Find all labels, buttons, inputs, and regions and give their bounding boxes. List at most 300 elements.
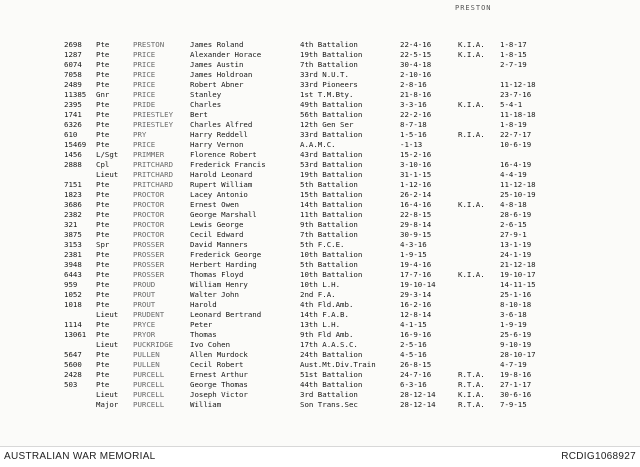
rank-cell: Pte	[96, 260, 110, 269]
rank-cell: Pte	[96, 130, 110, 139]
surname-cell: PROCTOR	[133, 210, 165, 219]
table-row	[0, 340, 640, 350]
service-number-cell: 2382	[64, 210, 82, 219]
surname-cell: PRIESTLEY	[133, 120, 174, 129]
footer-source: AUSTRALIAN WAR MEMORIAL	[4, 451, 156, 462]
fate-date-cell: 28-10-17	[500, 350, 536, 359]
rank-cell: Pte	[96, 60, 110, 69]
enlistment-date-cell: 21-8-16	[400, 90, 432, 99]
table-row	[0, 210, 640, 220]
rank-cell: Major	[96, 400, 119, 409]
unit-cell: Son Trans.Sec	[300, 400, 358, 409]
given-names-cell: Florence Robert	[190, 150, 257, 159]
enlistment-date-cell: 2-10-16	[400, 70, 432, 79]
table-row	[0, 250, 640, 260]
rank-cell: Pte	[96, 380, 110, 389]
rank-cell: Lieut	[96, 170, 119, 179]
rank-cell: Pte	[96, 360, 110, 369]
given-names-cell: Allen Murdock	[190, 350, 248, 359]
rank-cell: Lieut	[96, 340, 119, 349]
table-row	[0, 300, 640, 310]
fate-cell: R.T.A.	[458, 380, 485, 389]
nominal-roll-table	[0, 40, 640, 410]
service-number-cell: 3948	[64, 260, 82, 269]
surname-cell: PRITCHARD	[133, 180, 174, 189]
surname-cell: PROSSER	[133, 240, 165, 249]
rank-cell: Pte	[96, 200, 110, 209]
enlistment-date-cell: 6-3-16	[400, 380, 427, 389]
unit-cell: 7th Battalion	[300, 230, 358, 239]
table-row	[0, 120, 640, 130]
rank-cell: Pte	[96, 210, 110, 219]
surname-cell: PURCELL	[133, 370, 165, 379]
given-names-cell: Ernest Arthur	[190, 370, 248, 379]
service-number-cell: 959	[64, 280, 78, 289]
surname-cell: PROCTOR	[133, 230, 165, 239]
rank-cell: Pte	[96, 230, 110, 239]
fate-cell: R.T.A.	[458, 400, 485, 409]
table-row	[0, 130, 640, 140]
unit-cell: Aust.Mt.Div.Train	[300, 360, 376, 369]
fate-date-cell: 28-6-19	[500, 210, 532, 219]
rank-cell: Pte	[96, 270, 110, 279]
rank-cell: Lieut	[96, 390, 119, 399]
unit-cell: 49th Battalion	[300, 100, 363, 109]
surname-cell: PRICE	[133, 50, 156, 59]
unit-cell: 5th Battalion	[300, 180, 358, 189]
given-names-cell: Harry Reddell	[190, 130, 248, 139]
unit-cell: 33rd Battalion	[300, 130, 363, 139]
surname-cell: PROCTOR	[133, 220, 165, 229]
page-heading: PRESTON	[455, 4, 492, 12]
given-names-cell: Bert	[190, 110, 208, 119]
service-number-cell: 6326	[64, 120, 82, 129]
rank-cell: Pte	[96, 140, 110, 149]
fate-date-cell: 3-6-18	[500, 310, 527, 319]
unit-cell: 53rd Battalion	[300, 160, 363, 169]
rank-cell: Pte	[96, 120, 110, 129]
given-names-cell: George Thomas	[190, 380, 248, 389]
rank-cell: Spr	[96, 240, 110, 249]
given-names-cell: Lewis George	[190, 220, 244, 229]
fate-cell: K.I.A.	[458, 270, 485, 279]
service-number-cell: 7151	[64, 180, 82, 189]
fate-date-cell: 27-9-1	[500, 230, 527, 239]
rank-cell: Cpl	[96, 160, 110, 169]
enlistment-date-cell: 22-8-15	[400, 210, 432, 219]
unit-cell: 19th Battalion	[300, 170, 363, 179]
table-row	[0, 180, 640, 190]
fate-date-cell: 19-8-16	[500, 370, 532, 379]
given-names-cell: Joseph Victor	[190, 390, 248, 399]
table-row	[0, 150, 640, 160]
enlistment-date-cell: 1-9-15	[400, 250, 427, 259]
service-number-cell: 1741	[64, 110, 82, 119]
enlistment-date-cell: 15-2-16	[400, 150, 432, 159]
table-row	[0, 170, 640, 180]
service-number-cell: 3153	[64, 240, 82, 249]
table-row	[0, 290, 640, 300]
unit-cell: 10th Battalion	[300, 250, 363, 259]
fate-cell: K.I.A.	[458, 50, 485, 59]
given-names-cell: Leonard Bertrand	[190, 310, 262, 319]
service-number-cell: 1052	[64, 290, 82, 299]
rank-cell: Pte	[96, 190, 110, 199]
surname-cell: PRIESTLEY	[133, 110, 174, 119]
fate-date-cell: 11-12-18	[500, 180, 536, 189]
given-names-cell: Cecil Robert	[190, 360, 244, 369]
fate-date-cell: 23-7-16	[500, 90, 532, 99]
enlistment-date-cell: 26-2-14	[400, 190, 432, 199]
service-number-cell: 321	[64, 220, 78, 229]
unit-cell: 4th Fld.Amb.	[300, 300, 354, 309]
service-number-cell: 2428	[64, 370, 82, 379]
given-names-cell: Herbert Harding	[190, 260, 257, 269]
given-names-cell: Charles Alfred	[190, 120, 253, 129]
fate-date-cell: 9-10-19	[500, 340, 532, 349]
fate-cell: K.I.A.	[458, 40, 485, 49]
given-names-cell: Ivo Cohen	[190, 340, 231, 349]
service-number-cell: 1018	[64, 300, 82, 309]
table-row	[0, 390, 640, 400]
enlistment-date-cell: 30-4-18	[400, 60, 432, 69]
enlistment-date-cell: 3-10-16	[400, 160, 432, 169]
rank-cell: Pte	[96, 50, 110, 59]
enlistment-date-cell: 16-2-16	[400, 300, 432, 309]
service-number-cell: 6443	[64, 270, 82, 279]
unit-cell: 51st Battalion	[300, 370, 363, 379]
surname-cell: PRITCHARD	[133, 160, 174, 169]
given-names-cell: Walter John	[190, 290, 239, 299]
unit-cell: 13th L.H.	[300, 320, 341, 329]
table-row	[0, 200, 640, 210]
unit-cell: 17th A.A.S.C.	[300, 340, 358, 349]
service-number-cell: 11385	[64, 90, 87, 99]
unit-cell: 19th Battalion	[300, 50, 363, 59]
surname-cell: PRESTON	[133, 40, 165, 49]
table-row	[0, 90, 640, 100]
unit-cell: 12th Gen Ser	[300, 120, 354, 129]
fate-date-cell: 1-8-15	[500, 50, 527, 59]
fate-date-cell: 13-1-19	[500, 240, 532, 249]
rank-cell: Pte	[96, 330, 110, 339]
surname-cell: PRUDENT	[133, 310, 165, 319]
given-names-cell: Harold	[190, 300, 217, 309]
service-number-cell: 1823	[64, 190, 82, 199]
surname-cell: PRYCE	[133, 320, 156, 329]
fate-date-cell: 7-9-15	[500, 400, 527, 409]
service-number-cell: 2888	[64, 160, 82, 169]
unit-cell: 1st T.M.Bty.	[300, 90, 354, 99]
table-row	[0, 350, 640, 360]
enlistment-date-cell: -1-13	[400, 140, 423, 149]
enlistment-date-cell: 4-3-16	[400, 240, 427, 249]
unit-cell: 24th Battalion	[300, 350, 363, 359]
given-names-cell: Cecil Edward	[190, 230, 244, 239]
enlistment-date-cell: 28-12-14	[400, 390, 436, 399]
fate-date-cell: 25-1-16	[500, 290, 532, 299]
given-names-cell: Robert Abner	[190, 80, 244, 89]
rank-cell: Pte	[96, 290, 110, 299]
rank-cell: L/Sgt	[96, 150, 119, 159]
given-names-cell: William Henry	[190, 280, 248, 289]
unit-cell: 3rd Battalion	[300, 390, 358, 399]
service-number-cell: 5647	[64, 350, 82, 359]
enlistment-date-cell: 28-12-14	[400, 400, 436, 409]
unit-cell: 56th Battalion	[300, 110, 363, 119]
surname-cell: PROSSER	[133, 270, 165, 279]
fate-date-cell: 4-4-19	[500, 170, 527, 179]
given-names-cell: Frederick Francis	[190, 160, 266, 169]
surname-cell: PRIDE	[133, 100, 156, 109]
given-names-cell: Stanley	[190, 90, 222, 99]
rank-cell: Pte	[96, 100, 110, 109]
unit-cell: 9th Battalion	[300, 220, 358, 229]
table-row	[0, 160, 640, 170]
surname-cell: PRICE	[133, 80, 156, 89]
surname-cell: PROUD	[133, 280, 156, 289]
fate-date-cell: 11-12-18	[500, 80, 536, 89]
surname-cell: PURCELL	[133, 390, 165, 399]
rank-cell: Pte	[96, 300, 110, 309]
fate-date-cell: 30-6-16	[500, 390, 532, 399]
table-row	[0, 110, 640, 120]
given-names-cell: James Roland	[190, 40, 244, 49]
rank-cell: Pte	[96, 320, 110, 329]
service-number-cell: 6074	[64, 60, 82, 69]
given-names-cell: James Austin	[190, 60, 244, 69]
unit-cell: 4th Battalion	[300, 40, 358, 49]
fate-date-cell: 5-4-1	[500, 100, 523, 109]
unit-cell: 15th Battalion	[300, 190, 363, 199]
surname-cell: PRICE	[133, 140, 156, 149]
enlistment-date-cell: 4-5-16	[400, 350, 427, 359]
given-names-cell: Ernest Owen	[190, 200, 239, 209]
enlistment-date-cell: 1-5-16	[400, 130, 427, 139]
table-row	[0, 380, 640, 390]
surname-cell: PROUT	[133, 300, 156, 309]
fate-date-cell: 25-6-19	[500, 330, 532, 339]
fate-date-cell: 14-11-15	[500, 280, 536, 289]
given-names-cell: Peter	[190, 320, 213, 329]
unit-cell: 11th Battalion	[300, 210, 363, 219]
unit-cell: 10th L.H.	[300, 280, 341, 289]
fate-date-cell: 19-10-17	[500, 270, 536, 279]
enlistment-date-cell: 12-8-14	[400, 310, 432, 319]
given-names-cell: Harold Leonard	[190, 170, 253, 179]
service-number-cell: 610	[64, 130, 78, 139]
fate-date-cell: 8-10-18	[500, 300, 532, 309]
rank-cell: Pte	[96, 110, 110, 119]
table-row	[0, 70, 640, 80]
table-row	[0, 330, 640, 340]
service-number-cell: 3875	[64, 230, 82, 239]
unit-cell: 33rd Pioneers	[300, 80, 358, 89]
service-number-cell: 1114	[64, 320, 82, 329]
given-names-cell: William	[190, 400, 222, 409]
fate-date-cell: 10-6-19	[500, 140, 532, 149]
table-row	[0, 260, 640, 270]
surname-cell: PROCTOR	[133, 190, 165, 199]
given-names-cell: Alexander Horace	[190, 50, 262, 59]
surname-cell: PROCTOR	[133, 200, 165, 209]
rank-cell: Pte	[96, 350, 110, 359]
fate-date-cell: 21-12-18	[500, 260, 536, 269]
given-names-cell: George Marshall	[190, 210, 257, 219]
fate-date-cell: 1-9-19	[500, 320, 527, 329]
surname-cell: PURCELL	[133, 380, 165, 389]
service-number-cell: 13061	[64, 330, 87, 339]
fate-cell: K.I.A.	[458, 100, 485, 109]
rank-cell: Pte	[96, 180, 110, 189]
table-row	[0, 310, 640, 320]
enlistment-date-cell: 16-4-16	[400, 200, 432, 209]
fate-date-cell: 27-1-17	[500, 380, 532, 389]
table-row	[0, 240, 640, 250]
surname-cell: PULLEN	[133, 360, 160, 369]
surname-cell: PROSSER	[133, 250, 165, 259]
table-row	[0, 40, 640, 50]
fate-date-cell: 2-6-15	[500, 220, 527, 229]
enlistment-date-cell: 16-9-16	[400, 330, 432, 339]
surname-cell: PRIMMER	[133, 150, 165, 159]
fate-date-cell: 25-10-19	[500, 190, 536, 199]
enlistment-date-cell: 3-3-16	[400, 100, 427, 109]
service-number-cell: 5600	[64, 360, 82, 369]
rank-cell: Pte	[96, 220, 110, 229]
enlistment-date-cell: 17-7-16	[400, 270, 432, 279]
fate-date-cell: 4-7-19	[500, 360, 527, 369]
enlistment-date-cell: 29-8-14	[400, 220, 432, 229]
table-row	[0, 80, 640, 90]
surname-cell: PULLEN	[133, 350, 160, 359]
unit-cell: 5th Battalion	[300, 260, 358, 269]
unit-cell: 14th F.A.B.	[300, 310, 349, 319]
rank-cell: Pte	[96, 70, 110, 79]
fate-cell: K.I.A.	[458, 200, 485, 209]
given-names-cell: Charles	[190, 100, 222, 109]
fate-date-cell: 22-7-17	[500, 130, 532, 139]
given-names-cell: Lacey Antonio	[190, 190, 248, 199]
surname-cell: PURCELL	[133, 400, 165, 409]
fate-date-cell: 1-8-17	[500, 40, 527, 49]
unit-cell: 9th Fld Amb.	[300, 330, 354, 339]
surname-cell: PRICE	[133, 70, 156, 79]
given-names-cell: David Manners	[190, 240, 248, 249]
rank-cell: Gnr	[96, 90, 110, 99]
table-row	[0, 220, 640, 230]
service-number-cell: 1287	[64, 50, 82, 59]
rank-cell: Pte	[96, 280, 110, 289]
enlistment-date-cell: 2-8-16	[400, 80, 427, 89]
rank-cell: Pte	[96, 250, 110, 259]
table-row	[0, 60, 640, 70]
rank-cell: Pte	[96, 80, 110, 89]
table-row	[0, 280, 640, 290]
service-number-cell: 15469	[64, 140, 87, 149]
enlistment-date-cell: 2-5-16	[400, 340, 427, 349]
unit-cell: 7th Battalion	[300, 60, 358, 69]
given-names-cell: Frederick George	[190, 250, 262, 259]
enlistment-date-cell: 19-4-16	[400, 260, 432, 269]
unit-cell: 44th Battalion	[300, 380, 363, 389]
given-names-cell: Thomas Floyd	[190, 270, 244, 279]
surname-cell: PROUT	[133, 290, 156, 299]
footer-reference: RCDIG1068927	[561, 451, 636, 462]
rank-cell: Pte	[96, 370, 110, 379]
table-row	[0, 140, 640, 150]
enlistment-date-cell: 31-1-15	[400, 170, 432, 179]
fate-cell: R.T.A.	[458, 370, 485, 379]
surname-cell: PRICE	[133, 90, 156, 99]
rank-cell: Pte	[96, 40, 110, 49]
table-row	[0, 320, 640, 330]
given-names-cell: Rupert William	[190, 180, 253, 189]
footer-bar	[0, 446, 640, 467]
service-number-cell: 503	[64, 380, 78, 389]
fate-date-cell: 16-4-19	[500, 160, 532, 169]
given-names-cell: Thomas	[190, 330, 217, 339]
enlistment-date-cell: 24-7-16	[400, 370, 432, 379]
service-number-cell: 7058	[64, 70, 82, 79]
surname-cell: PRYOR	[133, 330, 156, 339]
table-row	[0, 50, 640, 60]
fate-date-cell: 1-8-19	[500, 120, 527, 129]
unit-cell: 14th Battalion	[300, 200, 363, 209]
fate-date-cell: 11-18-18	[500, 110, 536, 119]
unit-cell: 43rd Battalion	[300, 150, 363, 159]
surname-cell: PROSSER	[133, 260, 165, 269]
unit-cell: 33rd N.U.T.	[300, 70, 349, 79]
service-number-cell: 2698	[64, 40, 82, 49]
given-names-cell: Harry Vernon	[190, 140, 244, 149]
service-number-cell: 3686	[64, 200, 82, 209]
table-row	[0, 190, 640, 200]
table-row	[0, 360, 640, 370]
enlistment-date-cell: 22-5-15	[400, 50, 432, 59]
table-row	[0, 230, 640, 240]
enlistment-date-cell: 29-3-14	[400, 290, 432, 299]
unit-cell: 5th F.C.E.	[300, 240, 345, 249]
service-number-cell: 2381	[64, 250, 82, 259]
surname-cell: PRITCHARD	[133, 170, 174, 179]
enlistment-date-cell: 26-8-15	[400, 360, 432, 369]
fate-date-cell: 4-8-18	[500, 200, 527, 209]
table-row	[0, 400, 640, 410]
surname-cell: PRY	[133, 130, 147, 139]
surname-cell: PUCKRIDGE	[133, 340, 174, 349]
enlistment-date-cell: 30-9-15	[400, 230, 432, 239]
table-row	[0, 100, 640, 110]
fate-cell: K.I.A.	[458, 390, 485, 399]
rank-cell: Lieut	[96, 310, 119, 319]
unit-cell: 10th Battalion	[300, 270, 363, 279]
unit-cell: 2nd F.A.	[300, 290, 336, 299]
surname-cell: PRICE	[133, 60, 156, 69]
enlistment-date-cell: 8-7-18	[400, 120, 427, 129]
unit-cell: A.A.M.C.	[300, 140, 336, 149]
enlistment-date-cell: 4-1-15	[400, 320, 427, 329]
fate-date-cell: 24-1-19	[500, 250, 532, 259]
enlistment-date-cell: 19-10-14	[400, 280, 436, 289]
fate-cell: R.I.A.	[458, 130, 485, 139]
service-number-cell: 2489	[64, 80, 82, 89]
given-names-cell: James Holdroan	[190, 70, 253, 79]
enlistment-date-cell: 22-4-16	[400, 40, 432, 49]
service-number-cell: 1456	[64, 150, 82, 159]
enlistment-date-cell: 22-2-16	[400, 110, 432, 119]
service-number-cell: 2395	[64, 100, 82, 109]
